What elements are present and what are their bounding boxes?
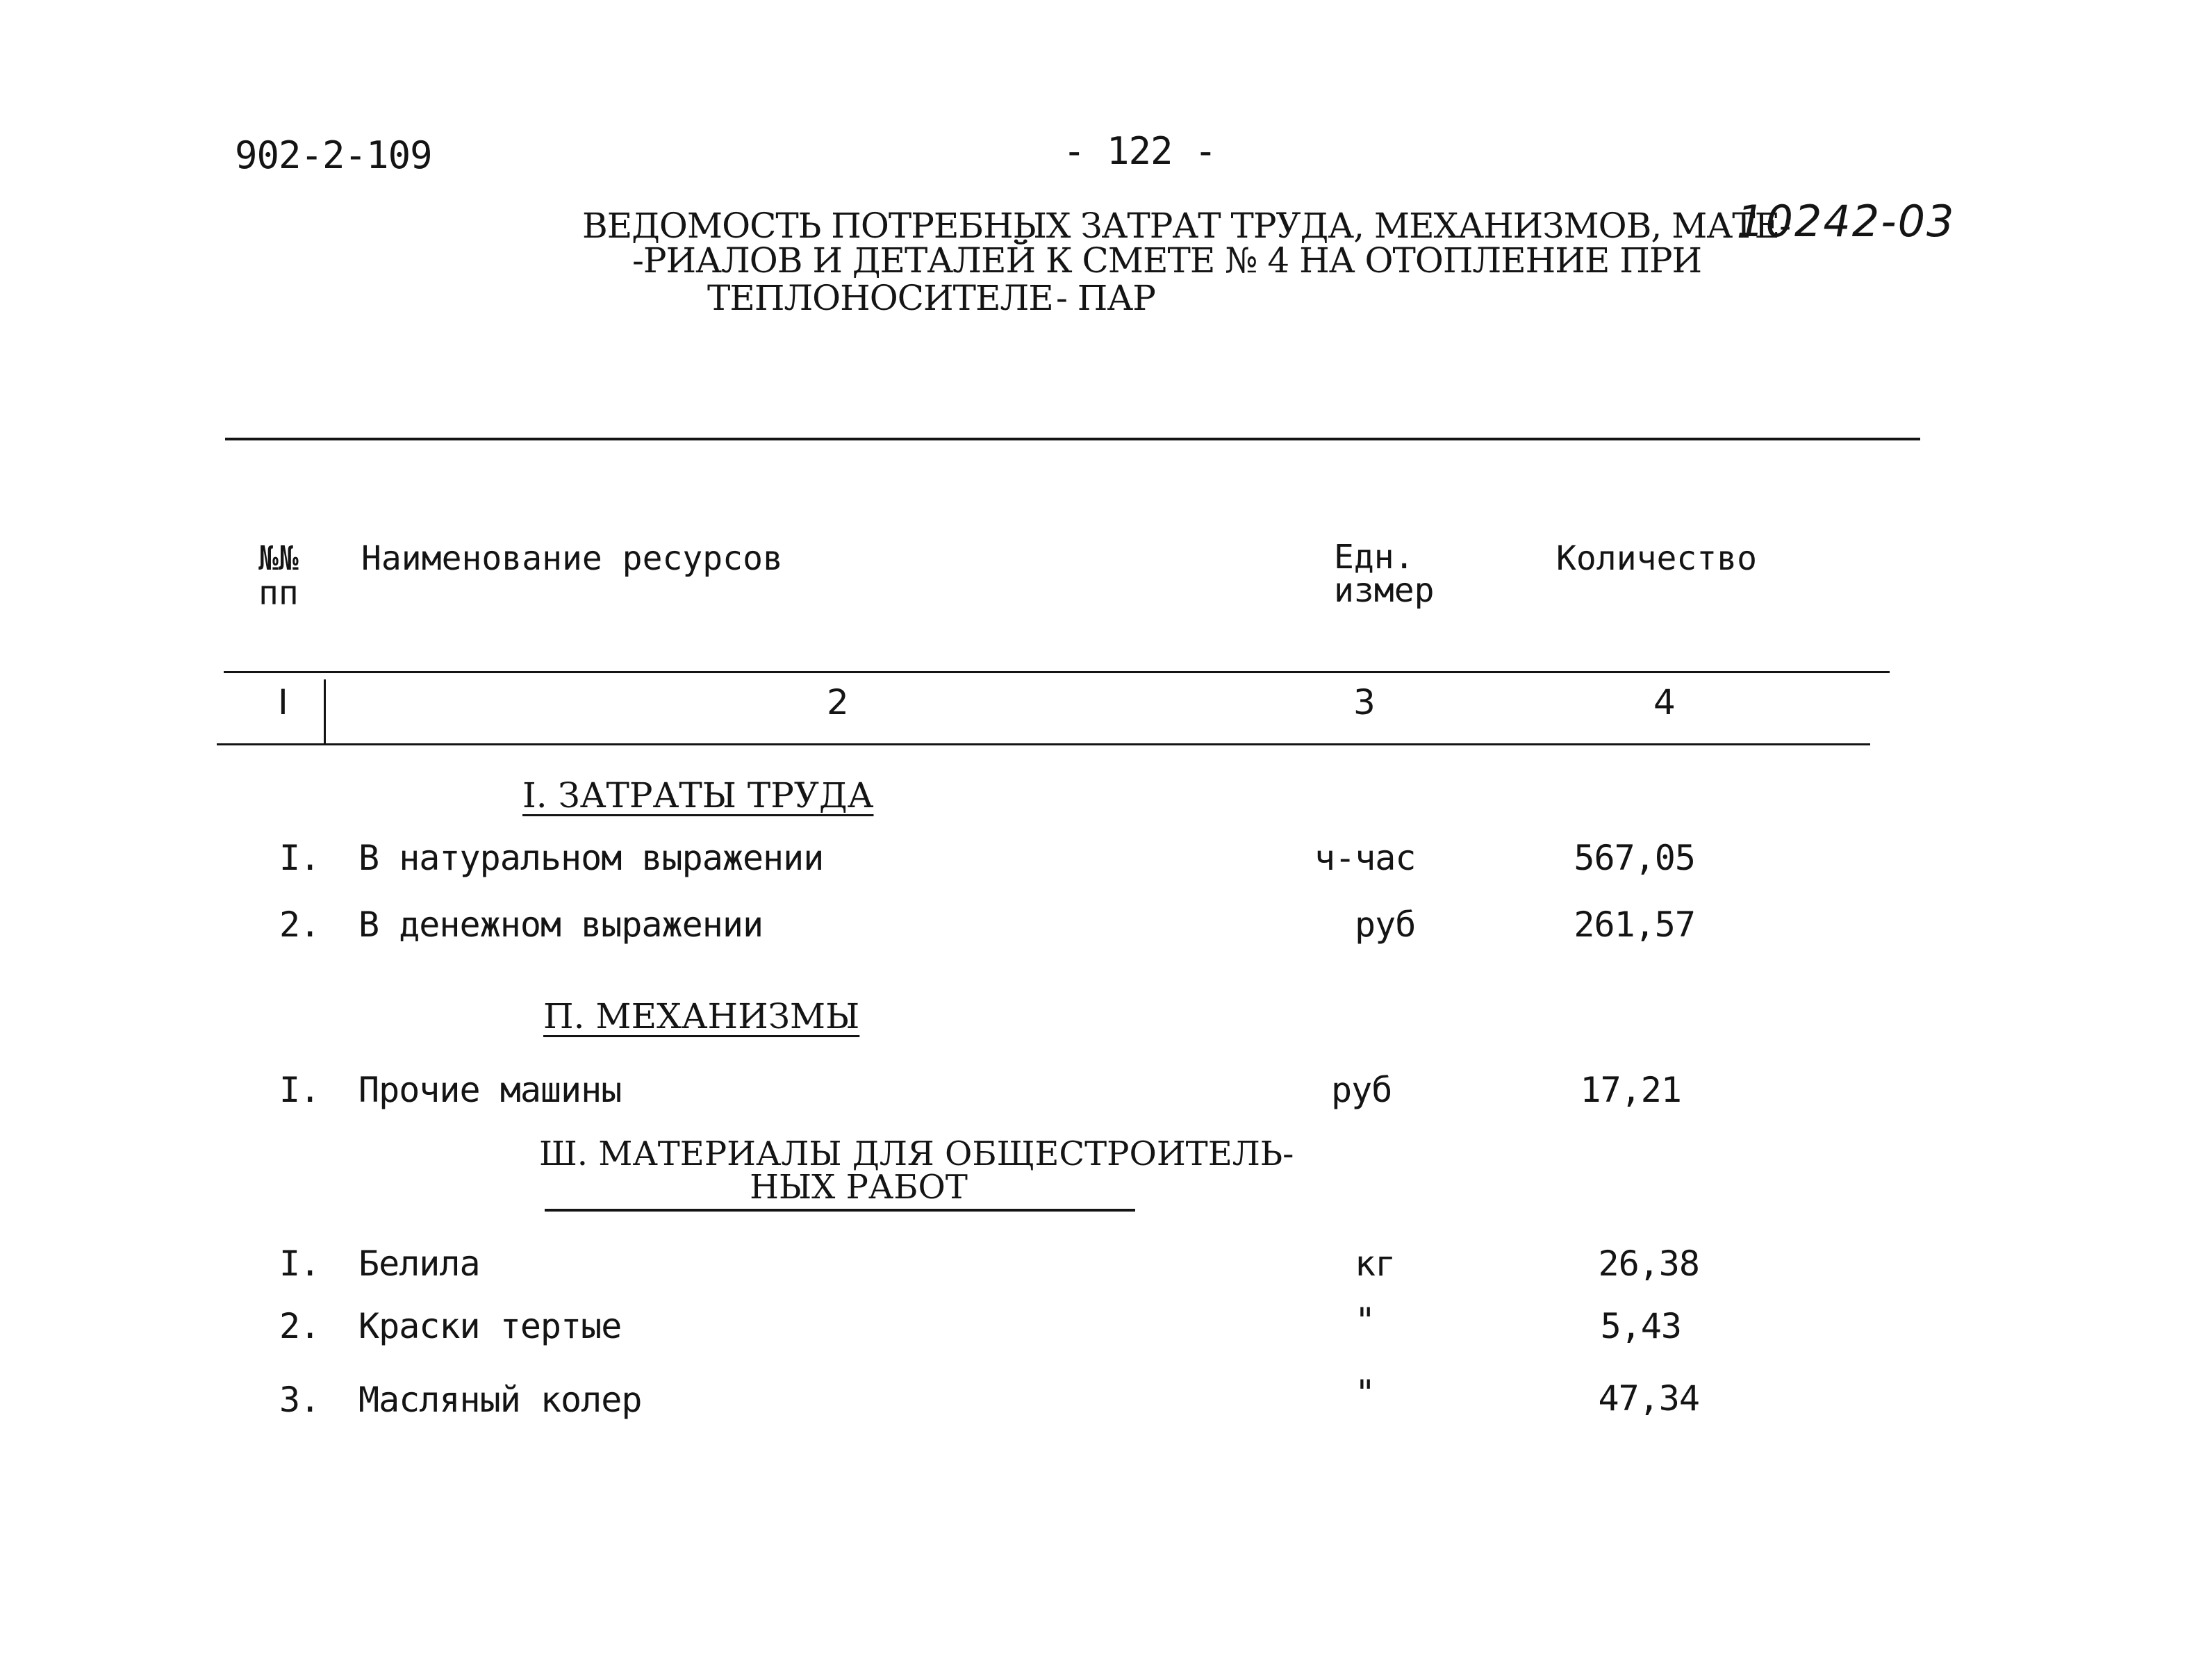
header-num-line-1: №№: [258, 539, 299, 578]
row-quantity: 5,43: [1600, 1306, 1681, 1346]
row-quantity: 47,34: [1598, 1378, 1699, 1419]
document-code: 902-2-109: [235, 133, 432, 177]
row-number: I.: [279, 1070, 320, 1110]
row-unit: руб: [1355, 904, 1416, 945]
section-title-labor: I. ЗАТРАТЫ ТРУДА: [522, 775, 874, 816]
row-name: В натуральном выражении: [358, 838, 824, 878]
section-title-materials-line-1: Ш. МАТЕРИАЛЫ ДЛЯ ОБЩЕСТРОИТЕЛЬ-: [539, 1134, 1294, 1173]
row-quantity: 26,38: [1598, 1244, 1699, 1284]
row-name: Прочие машины: [358, 1070, 622, 1110]
row-name: Краски тертые: [358, 1306, 622, 1346]
header-unit-line-1: Едн.: [1334, 538, 1414, 577]
row-unit: руб: [1331, 1070, 1392, 1110]
column-number-3: 3: [1353, 682, 1376, 722]
header-name: Наименование ресурсов: [361, 539, 783, 578]
header-unit-line-2: измер: [1334, 571, 1435, 610]
row-number: I.: [279, 838, 320, 878]
row-number: I.: [279, 1244, 320, 1284]
title-line-3b: - ПАР: [1056, 278, 1155, 318]
section-title-machinery: П. МЕХАНИЗМЫ: [543, 996, 860, 1036]
page-number: - 122 -: [1063, 129, 1216, 173]
top-rule: [225, 438, 1920, 440]
title-line-3a: ТЕПЛОНОСИТЕЛЕ: [707, 278, 1053, 318]
row-name: В денежном выражении: [358, 904, 764, 945]
section-underline: [545, 1209, 1135, 1212]
header-rule: [224, 671, 1890, 673]
row-quantity: 261,57: [1574, 904, 1695, 945]
column-number-2: 2: [827, 682, 849, 722]
row-number: 2.: [279, 904, 320, 945]
column-number-4: 4: [1653, 682, 1676, 722]
title-line-2: -РИАЛОВ И ДЕТАЛЕЙ К СМЕТЕ № 4 НА ОТОПЛЕНИЕ ПРИ: [632, 240, 1702, 281]
row-quantity: 567,05: [1574, 838, 1695, 878]
archive-number: 10242-03: [1737, 196, 1956, 247]
header-quantity: Количество: [1556, 539, 1757, 578]
row-number: 2.: [279, 1306, 320, 1346]
row-unit: ": [1355, 1373, 1376, 1413]
row-unit: ч-час: [1314, 838, 1416, 878]
row-unit: ": [1355, 1300, 1376, 1341]
row-quantity: 17,21: [1580, 1070, 1681, 1110]
row-unit: кг: [1355, 1244, 1396, 1284]
title-line-1: ВЕДОМОСТЬ ПОТРЕБНЫХ ЗАТРАТ ТРУДА, МЕХАНИЗМОВ, МАТЕ-: [582, 206, 1790, 246]
row-name: Белила: [358, 1244, 480, 1284]
column-number-1: I: [278, 682, 288, 722]
header-num-line-2: пп: [258, 574, 299, 613]
column-divider: [324, 679, 326, 743]
section-title-materials-line-2: НЫХ РАБОТ: [750, 1168, 968, 1207]
row-name: Масляный колер: [358, 1380, 642, 1420]
column-numbers-rule: [217, 743, 1870, 745]
row-number: 3.: [279, 1380, 320, 1420]
